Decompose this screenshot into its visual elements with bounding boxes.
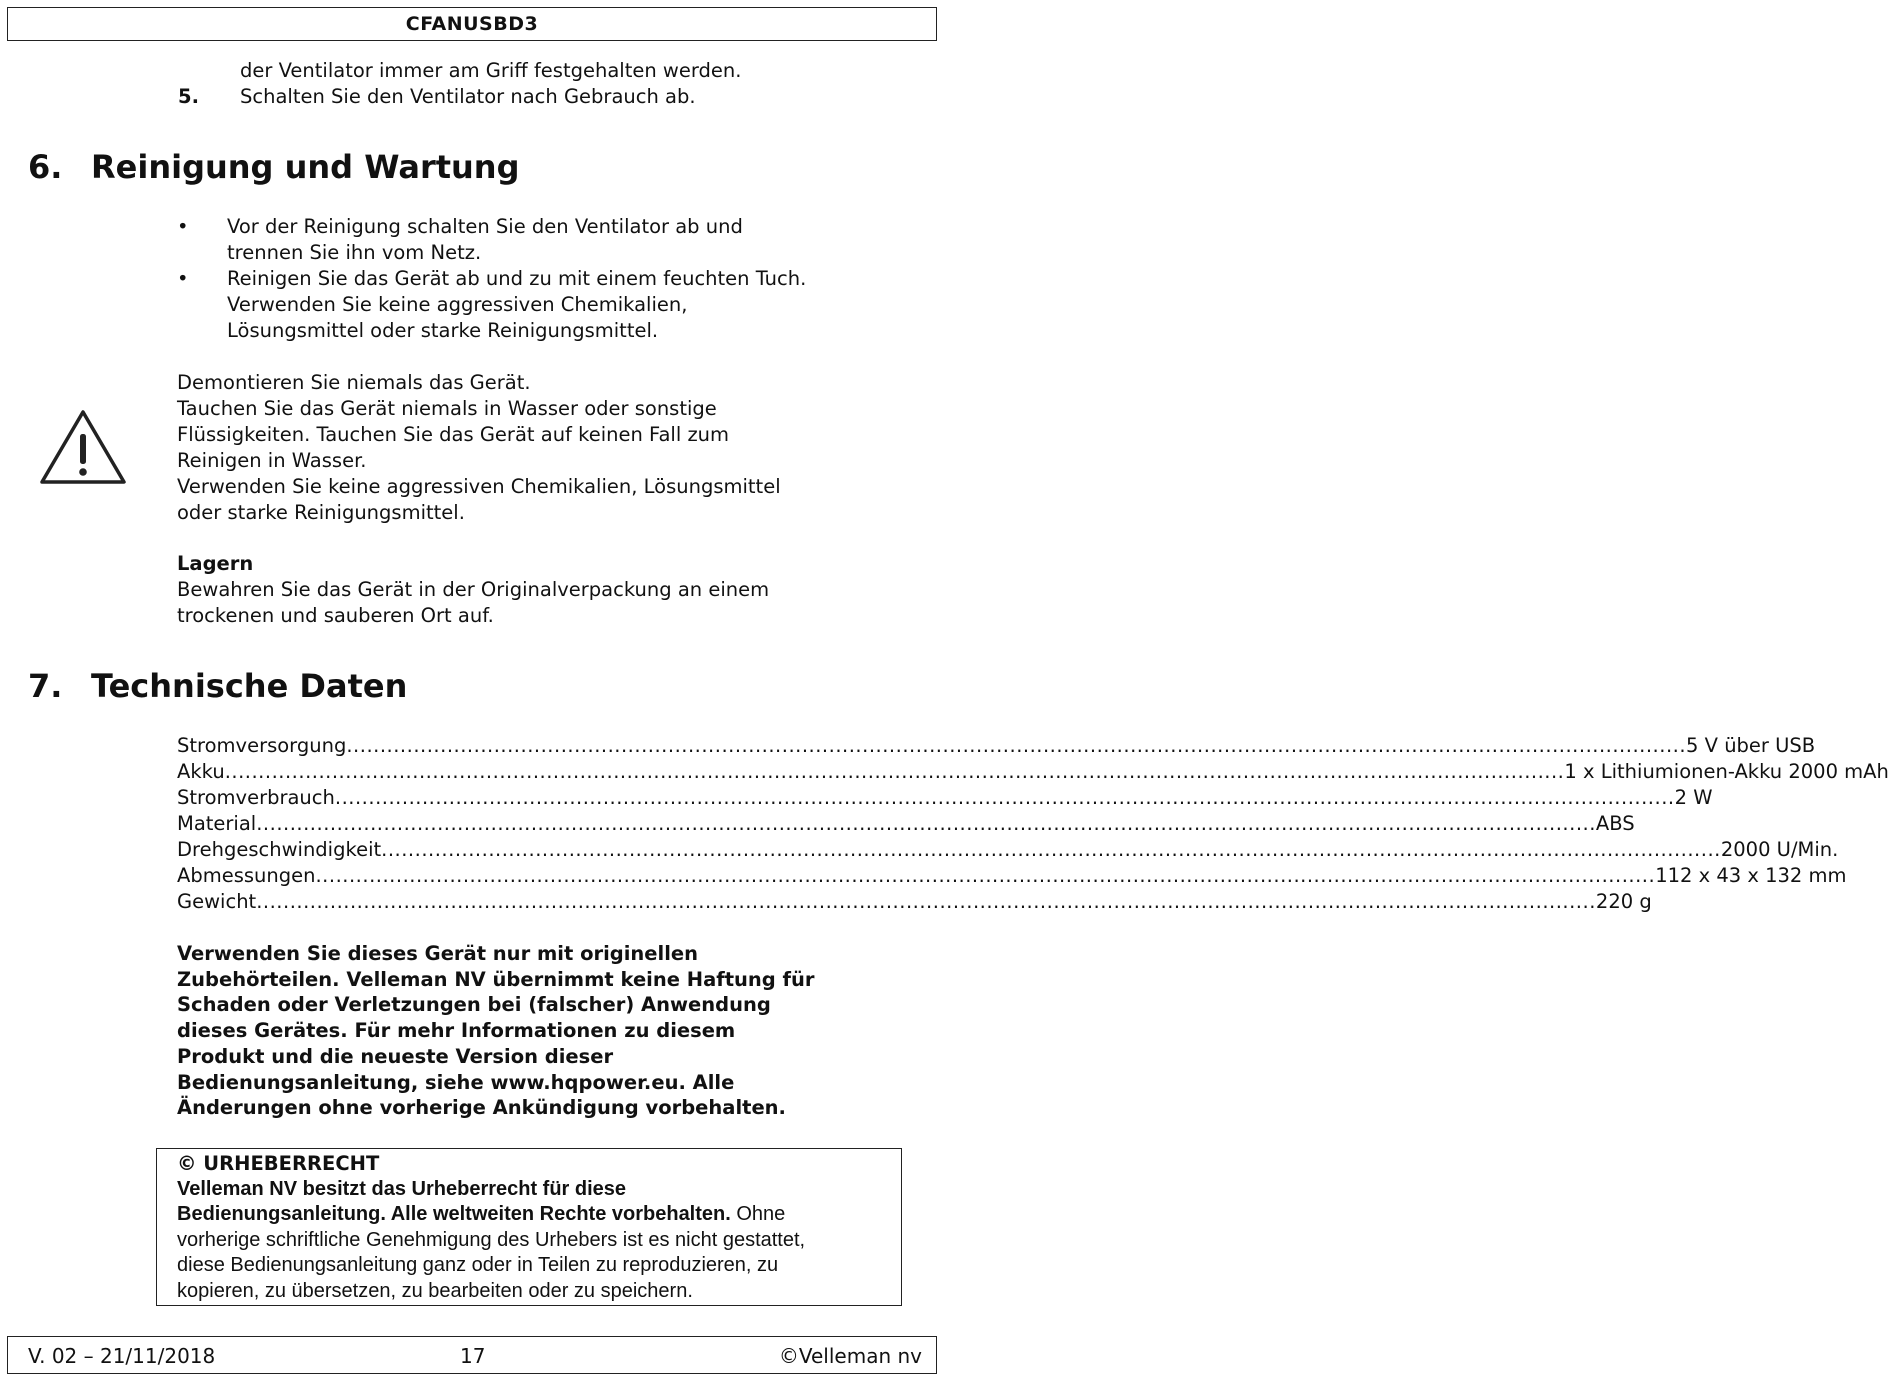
dot-leader: ........................................................................................................................................................................................................ xyxy=(381,838,1721,861)
spec-label: Akku xyxy=(177,760,225,783)
section-6-title: Reinigung und Wartung xyxy=(91,148,520,186)
bullet-line: trennen Sie ihn vom Netz. xyxy=(227,241,482,264)
warning-line: Demontieren Sie niemals das Gerät. xyxy=(177,371,531,394)
footer-version: V. 02 – 21/11/2018 xyxy=(28,1344,216,1368)
spec-label: Abmessungen xyxy=(177,864,316,887)
step-number: 5. xyxy=(178,85,199,108)
dot-leader: ........................................................................................................................................................................................................ xyxy=(315,864,1656,887)
copyright-box xyxy=(156,1148,902,1306)
copyright-bold-line: Velleman NV besitzt das Urheberrecht für diese xyxy=(177,1177,627,1200)
disclaimer-line: Bedienungsanleitung, siehe www.hqpower.eu. Alle xyxy=(177,1070,735,1094)
disclaimer-line: Schaden oder Verletzungen bei (falscher) Anwendung xyxy=(177,993,771,1017)
bullet-line: Verwenden Sie keine aggressiven Chemikalien, xyxy=(227,293,688,316)
storage-line: trockenen und sauberen Ort auf. xyxy=(177,604,494,627)
copyright-line: diese Bedienungsanleitung ganz oder in Teilen zu reproduzieren, zu xyxy=(177,1254,779,1276)
warning-line: Reinigen in Wasser. xyxy=(177,449,367,472)
cleaning-bullets xyxy=(177,214,897,344)
bullet-line: Vor der Reinigung schalten Sie den Ventilator ab und xyxy=(227,215,743,238)
footer xyxy=(7,1336,937,1374)
section-7-title: Technische Daten xyxy=(91,667,408,705)
bullet-item xyxy=(177,214,897,266)
warning-line: Verwenden Sie keine aggressiven Chemikalien, Lösungsmittel xyxy=(177,475,781,498)
warning-text xyxy=(177,370,897,526)
warning-line: oder starke Reinigungsmittel. xyxy=(177,501,465,524)
spec-label: Gewicht xyxy=(177,890,257,913)
copyright-line: kopieren, zu übersetzen, zu bearbeiten oder zu speichern. xyxy=(177,1279,693,1302)
spec-value: 1 x Lithiumionen-Akku 2000 mAh xyxy=(1564,760,1889,783)
dot-leader: ........................................................................................................................................................................................................ xyxy=(224,760,1565,783)
spec-value: 220 g xyxy=(1595,890,1652,913)
bullet-symbol: • xyxy=(177,267,189,290)
continued-line: der Ventilator immer am Griff festgehalten werden. xyxy=(240,59,742,82)
spec-row xyxy=(177,785,1713,811)
storage-line: Bewahren Sie das Gerät in der Originalverpackung an einem xyxy=(177,578,770,601)
disclaimer xyxy=(177,941,897,1121)
storage-heading: Lagern xyxy=(177,552,254,575)
step-text: Schalten Sie den Ventilator nach Gebrauch ab. xyxy=(240,85,696,108)
copyright-bold-line: Bedienungsanleitung. Alle weltweiten Rechte vorbehalten. xyxy=(177,1203,731,1225)
spec-label: Material xyxy=(177,812,257,835)
spec-row xyxy=(177,863,1847,889)
disclaimer-line: Verwenden Sie dieses Gerät nur mit originellen xyxy=(177,942,699,965)
spec-label: Stromverbrauch xyxy=(177,786,335,809)
dot-leader: ........................................................................................................................................................................................................ xyxy=(256,890,1596,913)
section-6-number: 6. xyxy=(28,148,63,186)
copyright-line: vorherige schriftliche Genehmigung des Urhebers ist es nicht gestattet, xyxy=(177,1228,806,1251)
warning-line: Flüssigkeiten. Tauchen Sie das Gerät auf keinen Fall zum xyxy=(177,423,730,446)
disclaimer-line: Produkt und die neueste Version dieser xyxy=(177,1044,614,1068)
bullet-item xyxy=(177,266,897,344)
bullet-line: Reinigen Sie das Gerät ab und zu mit einem feuchten Tuch. xyxy=(227,267,807,290)
spec-row xyxy=(177,733,1816,759)
spec-row xyxy=(177,837,1839,863)
dot-leader: ........................................................................................................................................................................................................ xyxy=(334,786,1675,809)
dot-leader: ........................................................................................................................................................................................................ xyxy=(256,812,1596,835)
disclaimer-line: Zubehörteilen. Velleman NV übernimmt keine Haftung für xyxy=(177,967,815,991)
warning-line: Tauchen Sie das Gerät niemals in Wasser oder sonstige xyxy=(177,397,717,420)
copyright-text: Ohne xyxy=(730,1203,786,1225)
storage-block xyxy=(177,551,897,629)
spec-value: 112 x 43 x 132 mm xyxy=(1655,864,1847,887)
bullet-line: Lösungsmittel oder starke Reinigungsmittel. xyxy=(227,319,659,342)
spec-label: Drehgeschwindigkeit xyxy=(177,838,382,861)
spec-row xyxy=(177,759,1889,785)
bullet-symbol: • xyxy=(177,215,189,238)
spec-value: 2000 U/Min. xyxy=(1720,838,1839,861)
copyright-heading: © URHEBERRECHT xyxy=(177,1152,380,1175)
spec-label: Stromversorgung xyxy=(177,734,347,757)
spec-row xyxy=(177,889,1652,915)
spec-value: 2 W xyxy=(1674,786,1713,809)
header-title: CFANUSBD3 xyxy=(7,7,937,41)
specs-table xyxy=(177,733,1889,915)
section-6-heading xyxy=(28,147,519,187)
footer-company: ©Velleman nv xyxy=(778,1344,922,1368)
warning-triangle-icon xyxy=(38,408,128,486)
spec-value: 5 V über USB xyxy=(1686,734,1816,757)
disclaimer-line: dieses Gerätes. Für mehr Informationen zu diesem xyxy=(177,1019,736,1043)
section-7-heading xyxy=(28,666,407,706)
dot-leader: ........................................................................................................................................................................................................ xyxy=(346,734,1687,757)
spec-row xyxy=(177,811,1635,837)
page-number: 17 xyxy=(460,1344,486,1368)
disclaimer-line: Änderungen ohne vorherige Ankündigung vorbehalten. xyxy=(177,1096,786,1120)
section-7-number: 7. xyxy=(28,667,63,705)
spec-value: ABS xyxy=(1595,812,1635,835)
